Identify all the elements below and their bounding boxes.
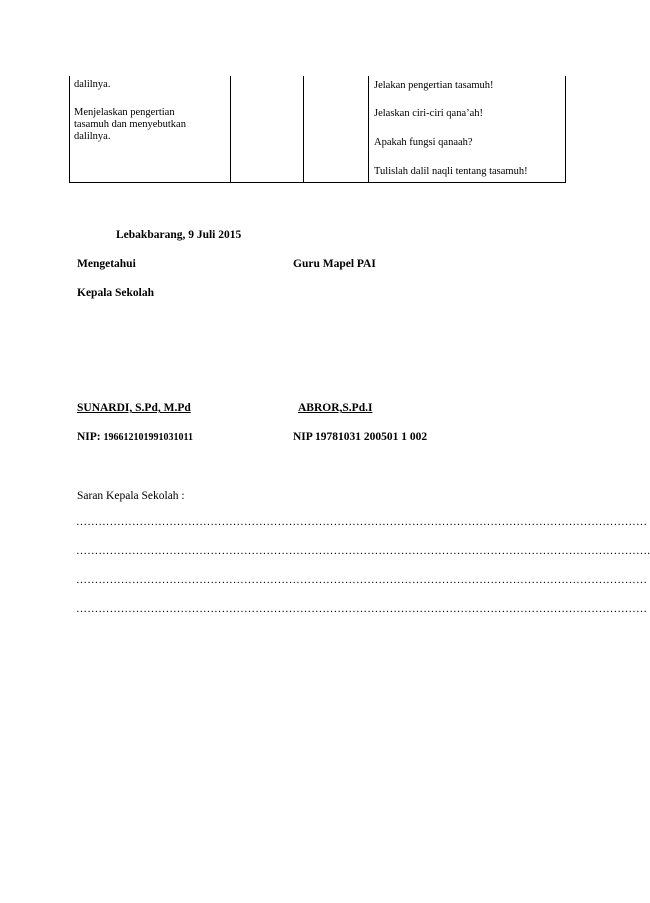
table-cell-text: Menjelaskan pengertian [74,107,175,118]
table-border-left [69,76,70,183]
left-nip-value: 196612101991031011 [103,432,193,443]
question-item: Apakah fungsi qanaah? [374,137,473,148]
table-cell-text: dalilnya. [74,131,111,142]
saran-line: ……………………………………………………………………………………………………………………………………… [76,516,648,528]
place-date: Lebakbarang, 9 Juli 2015 [116,229,242,241]
question-item: Tulislah dalil naqli tentang tasamuh! [374,166,528,177]
left-role-2: Kepala Sekolah [77,287,155,299]
table-divider-1 [230,76,231,183]
right-role-1: Guru Mapel PAI [293,258,376,270]
table-border-right [565,76,566,183]
question-item: Jelakan pengertian tasamuh! [374,80,494,91]
right-nip: NIP 19781031 200501 1 002 [293,431,428,443]
saran-line: ……………………………………………………………………………………………………………………………………… [76,603,648,615]
saran-line: ………………………………………………………………………………………………………………………………………. [76,545,650,557]
left-nip-label: NIP: [77,431,101,443]
rpp-table [69,76,566,183]
question-item: Jelaskan ciri-ciri qana’ah! [374,108,484,119]
table-divider-2 [303,76,304,183]
table-border-bottom [69,182,566,183]
left-signer-name: SUNARDI, S.Pd, M.Pd [77,402,191,414]
table-divider-3 [368,76,369,183]
saran-label: Saran Kepala Sekolah : [77,490,185,502]
left-nip [77,431,193,443]
left-role-1: Mengetahui [77,258,136,270]
table-cell-text: tasamuh dan menyebutkan [74,119,186,130]
right-signer-name: ABROR,S.Pd.I [298,402,373,414]
table-cell-text: dalilnya. [74,79,111,90]
saran-line: ……………………………………………………………………………………………………………………………………… [76,574,648,586]
